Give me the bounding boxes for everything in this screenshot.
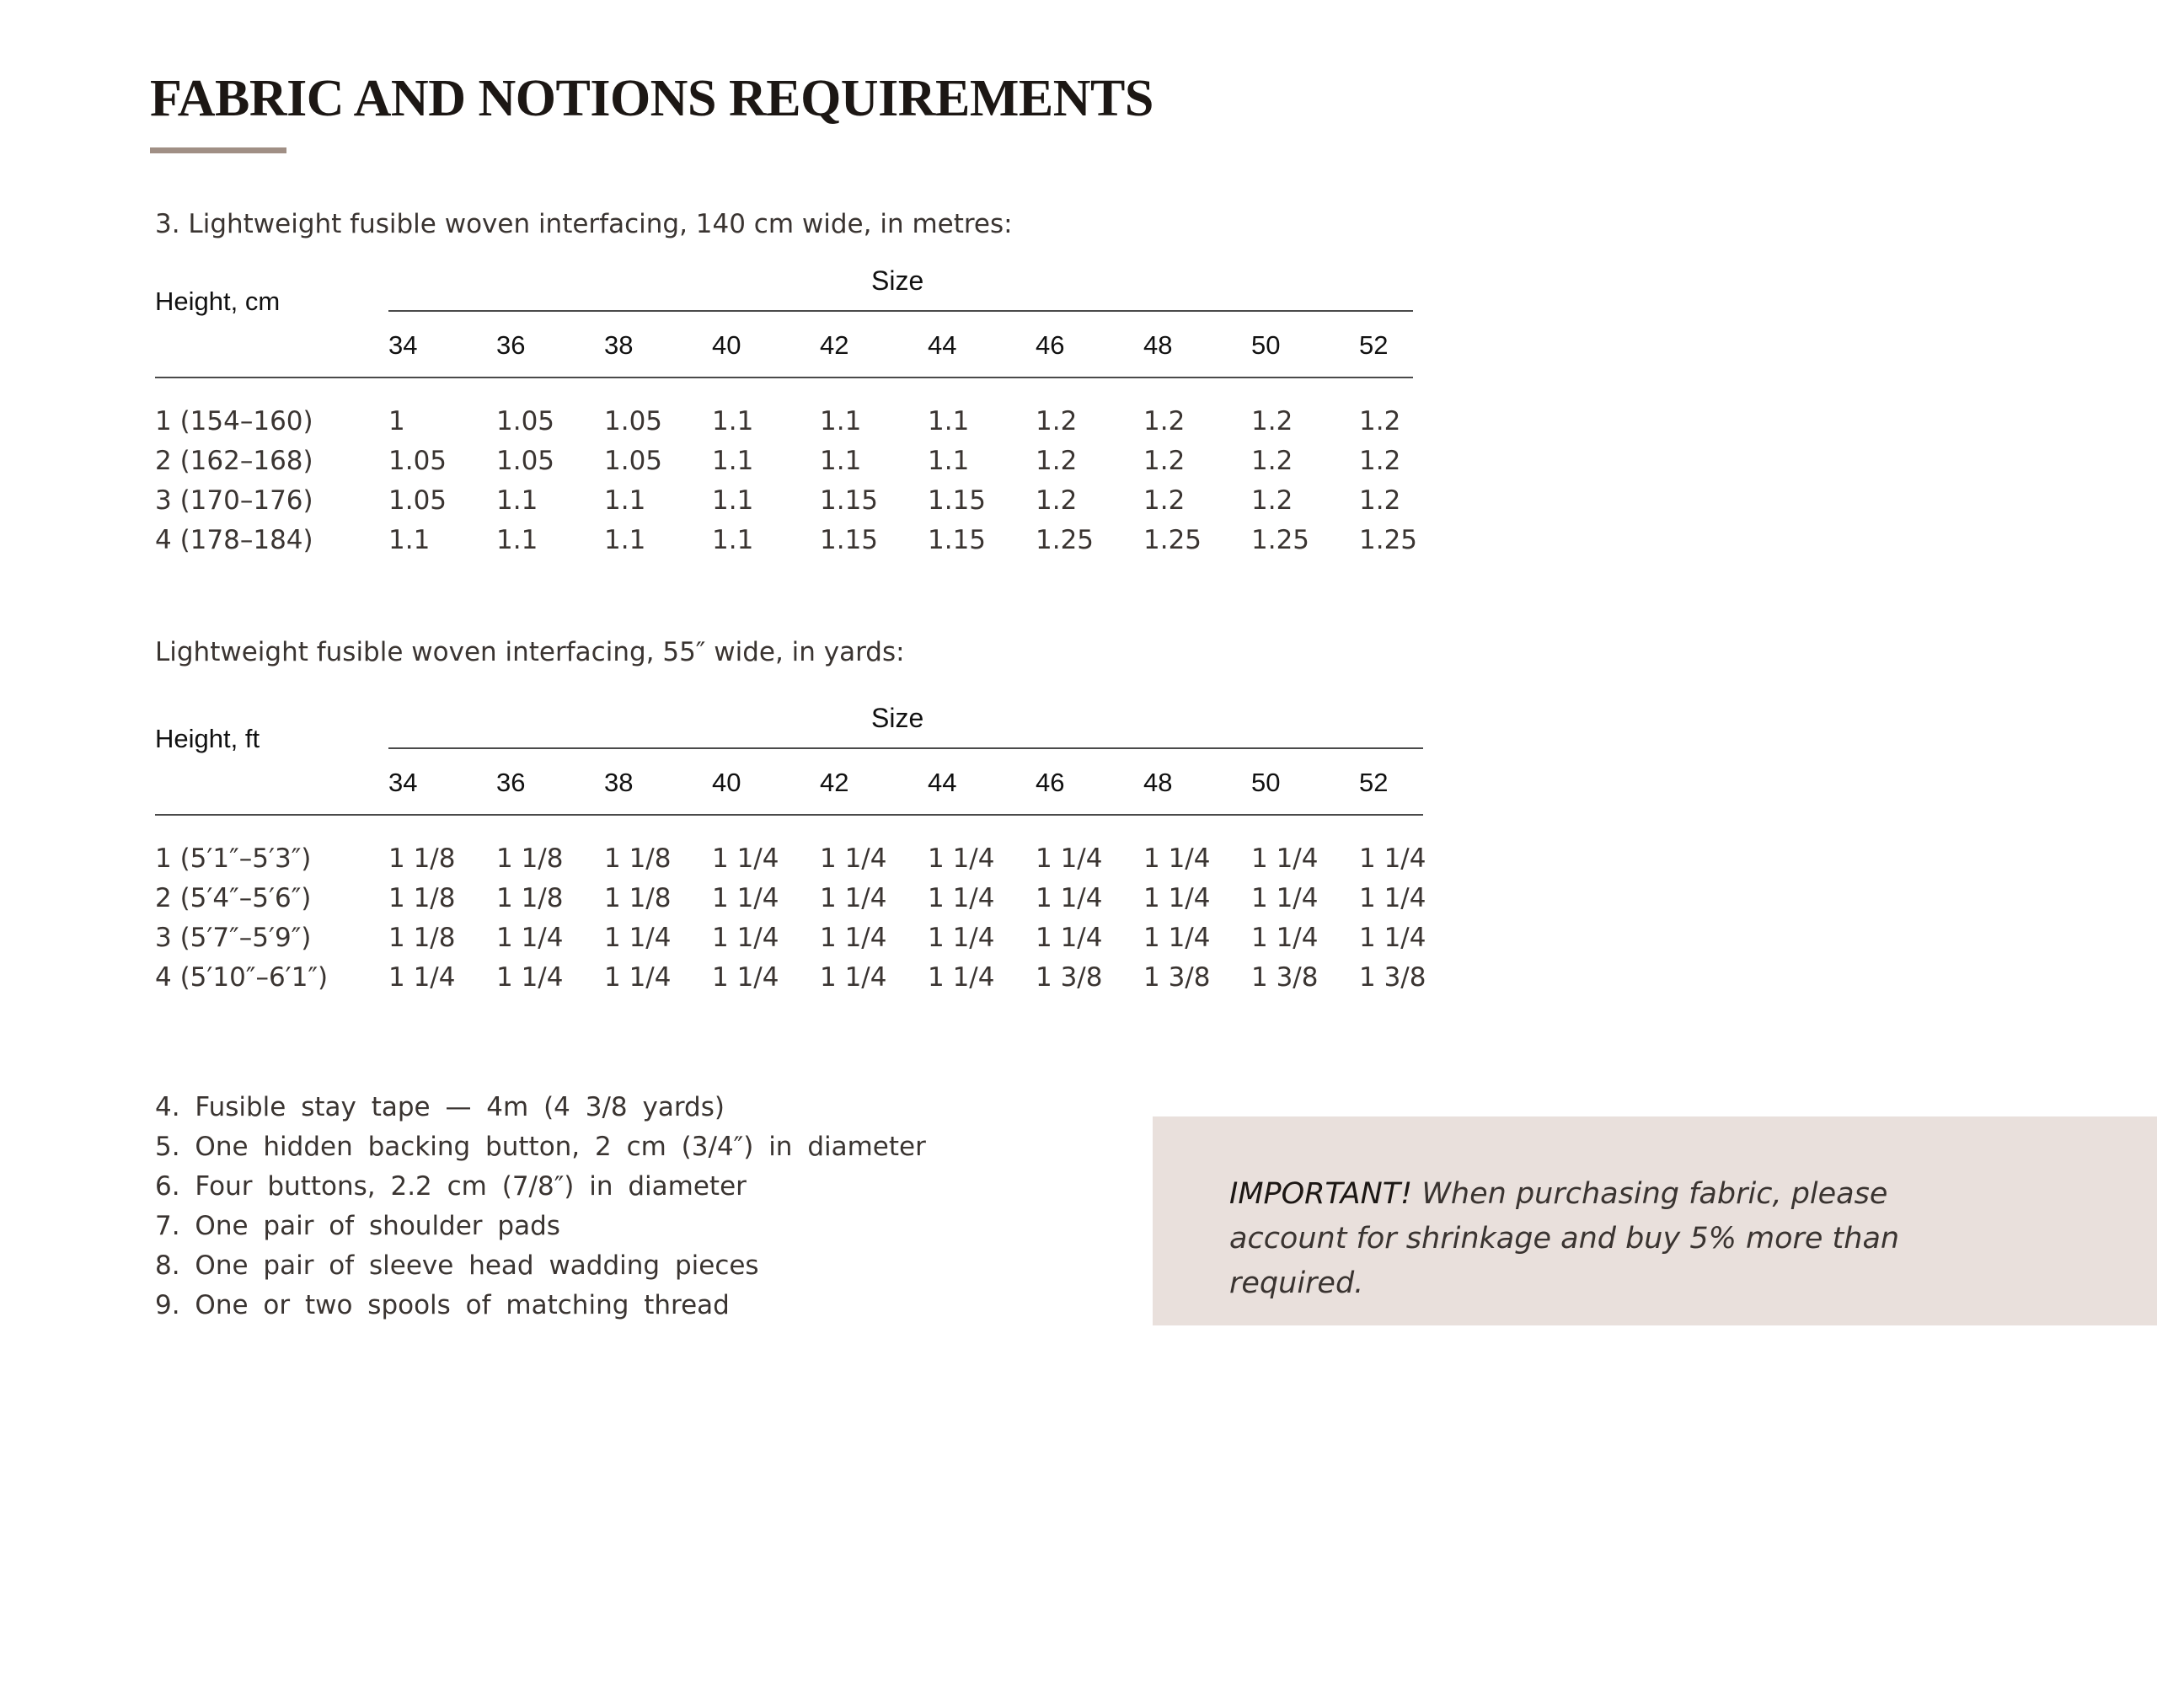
table-cell: 1.05 xyxy=(388,485,447,516)
metric-table-caption: 3. Lightweight fusible woven interfacing, 140 cm wide, in metres: xyxy=(155,209,1013,239)
table-cell: 1 3/8 xyxy=(1036,962,1103,993)
table-cell: 1.1 xyxy=(388,525,431,555)
height-label: Height, ft xyxy=(155,724,260,753)
table-cell: 1 1/4 xyxy=(604,923,672,953)
imperial-table-caption: Lightweight fusible woven interfacing, 55″ wide, in yards: xyxy=(155,637,905,667)
table-cell: 1 1/8 xyxy=(496,883,564,913)
list-item: 4. Fusible stay tape — 4m (4 3/8 yards) xyxy=(155,1092,725,1122)
table-cell: 1 1/4 xyxy=(1143,883,1211,913)
table-cell: 1 1/4 xyxy=(820,962,887,993)
table-cell: 1 3/8 xyxy=(1143,962,1211,993)
table-cell: 1 1/4 xyxy=(820,923,887,953)
size-col-header: 40 xyxy=(712,768,741,797)
important-label: IMPORTANT! xyxy=(1229,1177,1413,1211)
table-cell: 1 1/4 xyxy=(1036,883,1103,913)
table-cell: 1.2 xyxy=(1251,446,1293,476)
table-cell: 1.1 xyxy=(712,485,754,516)
size-label: Size xyxy=(871,265,924,296)
table-cell: 1 1/4 xyxy=(1359,843,1426,874)
table-cell: 1 1/4 xyxy=(928,962,995,993)
height-label: Height, cm xyxy=(155,286,281,316)
table-cell: 1 1/4 xyxy=(712,962,779,993)
table-cell: 1.15 xyxy=(928,485,987,516)
table-cell: 1.15 xyxy=(928,525,987,555)
table-cell: 1.2 xyxy=(1143,406,1186,436)
size-col-header: 34 xyxy=(388,768,418,797)
size-col-header: 52 xyxy=(1359,768,1389,797)
table-cell: 1 1/4 xyxy=(928,923,995,953)
table-row-label: 2 (162–168) xyxy=(155,446,313,476)
table-cell: 1 1/8 xyxy=(388,883,456,913)
table-cell: 1.15 xyxy=(820,485,879,516)
table-cell: 1.2 xyxy=(1036,406,1078,436)
table-cell: 1.25 xyxy=(1143,525,1202,555)
table-cell: 1.1 xyxy=(820,406,862,436)
table-row-label: 4 (5′10″–6′1″) xyxy=(155,962,329,993)
table-cell: 1 1/4 xyxy=(1036,923,1103,953)
size-col-header: 34 xyxy=(388,330,418,360)
table-cell: 1.2 xyxy=(1036,485,1078,516)
table-cell: 1 1/8 xyxy=(604,883,672,913)
table-cell: 1 1/4 xyxy=(496,923,564,953)
size-col-header: 50 xyxy=(1251,768,1281,797)
size-col-header: 36 xyxy=(496,330,526,360)
table-cell: 1 1/8 xyxy=(388,843,456,874)
table-cell: 1.25 xyxy=(1251,525,1310,555)
table-cell: 1.1 xyxy=(928,406,970,436)
important-text: When purchasing fabric, please account for shrinkage and buy 5% more than required. xyxy=(1229,1177,1900,1300)
table-cell: 1 1/4 xyxy=(1359,923,1426,953)
size-col-header: 52 xyxy=(1359,330,1389,360)
table-cell: 1 1/4 xyxy=(496,962,564,993)
table-row-label: 2 (5′4″–5′6″) xyxy=(155,883,312,913)
table-cell: 1 1/4 xyxy=(1359,883,1426,913)
table-row-label: 1 (5′1″–5′3″) xyxy=(155,843,312,874)
table-cell: 1.2 xyxy=(1036,446,1078,476)
table-cell: 1 1/4 xyxy=(1251,923,1319,953)
table-cell: 1 1/4 xyxy=(1143,843,1211,874)
list-item: 8. One pair of sleeve head wadding pieces xyxy=(155,1250,759,1281)
table-cell: 1.05 xyxy=(604,406,663,436)
table-cell: 1.1 xyxy=(496,525,538,555)
table-cell: 1 3/8 xyxy=(1359,962,1426,993)
table-cell: 1 1/4 xyxy=(928,843,995,874)
page-title: FABRIC AND NOTIONS REQUIREMENTS xyxy=(150,70,1153,127)
table-cell: 1.1 xyxy=(928,446,970,476)
table-cell: 1.1 xyxy=(712,406,754,436)
size-col-header: 42 xyxy=(820,768,849,797)
size-col-header: 40 xyxy=(712,330,741,360)
table-cell: 1 1/8 xyxy=(388,923,456,953)
size-rule xyxy=(388,747,1423,749)
table-cell: 1.05 xyxy=(604,446,663,476)
size-col-header: 38 xyxy=(604,330,634,360)
table-cell: 1.1 xyxy=(604,525,646,555)
size-rule xyxy=(388,310,1413,312)
list-item: 6. Four buttons, 2.2 cm (7/8″) in diameter xyxy=(155,1171,747,1202)
size-label: Size xyxy=(871,703,924,733)
table-cell: 1.1 xyxy=(712,446,754,476)
table-cell: 1 3/8 xyxy=(1251,962,1319,993)
table-cell: 1 1/4 xyxy=(712,923,779,953)
table-cell: 1 1/4 xyxy=(388,962,456,993)
table-cell: 1.2 xyxy=(1251,406,1293,436)
table-cell: 1.2 xyxy=(1143,446,1186,476)
table-row-label: 4 (178–184) xyxy=(155,525,313,555)
table-cell: 1.1 xyxy=(604,485,646,516)
table-cell: 1.2 xyxy=(1251,485,1293,516)
table-cell: 1 1/4 xyxy=(604,962,672,993)
table-cell: 1.25 xyxy=(1036,525,1095,555)
table-cell: 1.05 xyxy=(388,446,447,476)
size-col-header: 38 xyxy=(604,768,634,797)
table-cell: 1 xyxy=(388,406,405,436)
table-cell: 1 1/4 xyxy=(1036,843,1103,874)
list-item: 7. One pair of shoulder pads xyxy=(155,1211,560,1241)
table-cell: 1.05 xyxy=(496,406,555,436)
header-rule xyxy=(155,814,1423,816)
table-cell: 1.1 xyxy=(712,525,754,555)
size-col-header: 44 xyxy=(928,768,957,797)
size-col-header: 46 xyxy=(1036,768,1065,797)
table-cell: 1 1/4 xyxy=(820,843,887,874)
size-col-header: 48 xyxy=(1143,768,1173,797)
table-cell: 1 1/4 xyxy=(928,883,995,913)
table-cell: 1 1/8 xyxy=(604,843,672,874)
table-cell: 1 1/4 xyxy=(1251,883,1319,913)
table-cell: 1 1/4 xyxy=(1251,843,1319,874)
table-cell: 1.15 xyxy=(820,525,879,555)
table-cell: 1.25 xyxy=(1359,525,1418,555)
size-col-header: 50 xyxy=(1251,330,1281,360)
table-cell: 1.1 xyxy=(496,485,538,516)
table-row-label: 1 (154–160) xyxy=(155,406,313,436)
table-cell: 1.2 xyxy=(1359,406,1401,436)
header-rule xyxy=(155,377,1413,378)
size-col-header: 48 xyxy=(1143,330,1173,360)
table-cell: 1.1 xyxy=(820,446,862,476)
table-cell: 1.05 xyxy=(496,446,555,476)
table-cell: 1 1/4 xyxy=(1143,923,1211,953)
important-note xyxy=(1229,1172,1988,1306)
title-underline xyxy=(150,147,286,153)
list-item: 9. One or two spools of matching thread xyxy=(155,1290,730,1320)
table-cell: 1 1/4 xyxy=(820,883,887,913)
table-cell: 1.2 xyxy=(1143,485,1186,516)
important-note-box xyxy=(1153,1116,2157,1325)
size-col-header: 44 xyxy=(928,330,957,360)
table-cell: 1.2 xyxy=(1359,446,1401,476)
notions-list xyxy=(155,1092,926,1330)
list-item: 5. One hidden backing button, 2 cm (3/4″) in diameter xyxy=(155,1132,926,1162)
table-cell: 1 1/8 xyxy=(496,843,564,874)
table-cell: 1.2 xyxy=(1359,485,1401,516)
table-row-label: 3 (170–176) xyxy=(155,485,313,516)
table-cell: 1 1/4 xyxy=(712,883,779,913)
size-col-header: 46 xyxy=(1036,330,1065,360)
table-cell: 1 1/4 xyxy=(712,843,779,874)
table-row-label: 3 (5′7″–5′9″) xyxy=(155,923,312,953)
size-col-header: 42 xyxy=(820,330,849,360)
size-col-header: 36 xyxy=(496,768,526,797)
